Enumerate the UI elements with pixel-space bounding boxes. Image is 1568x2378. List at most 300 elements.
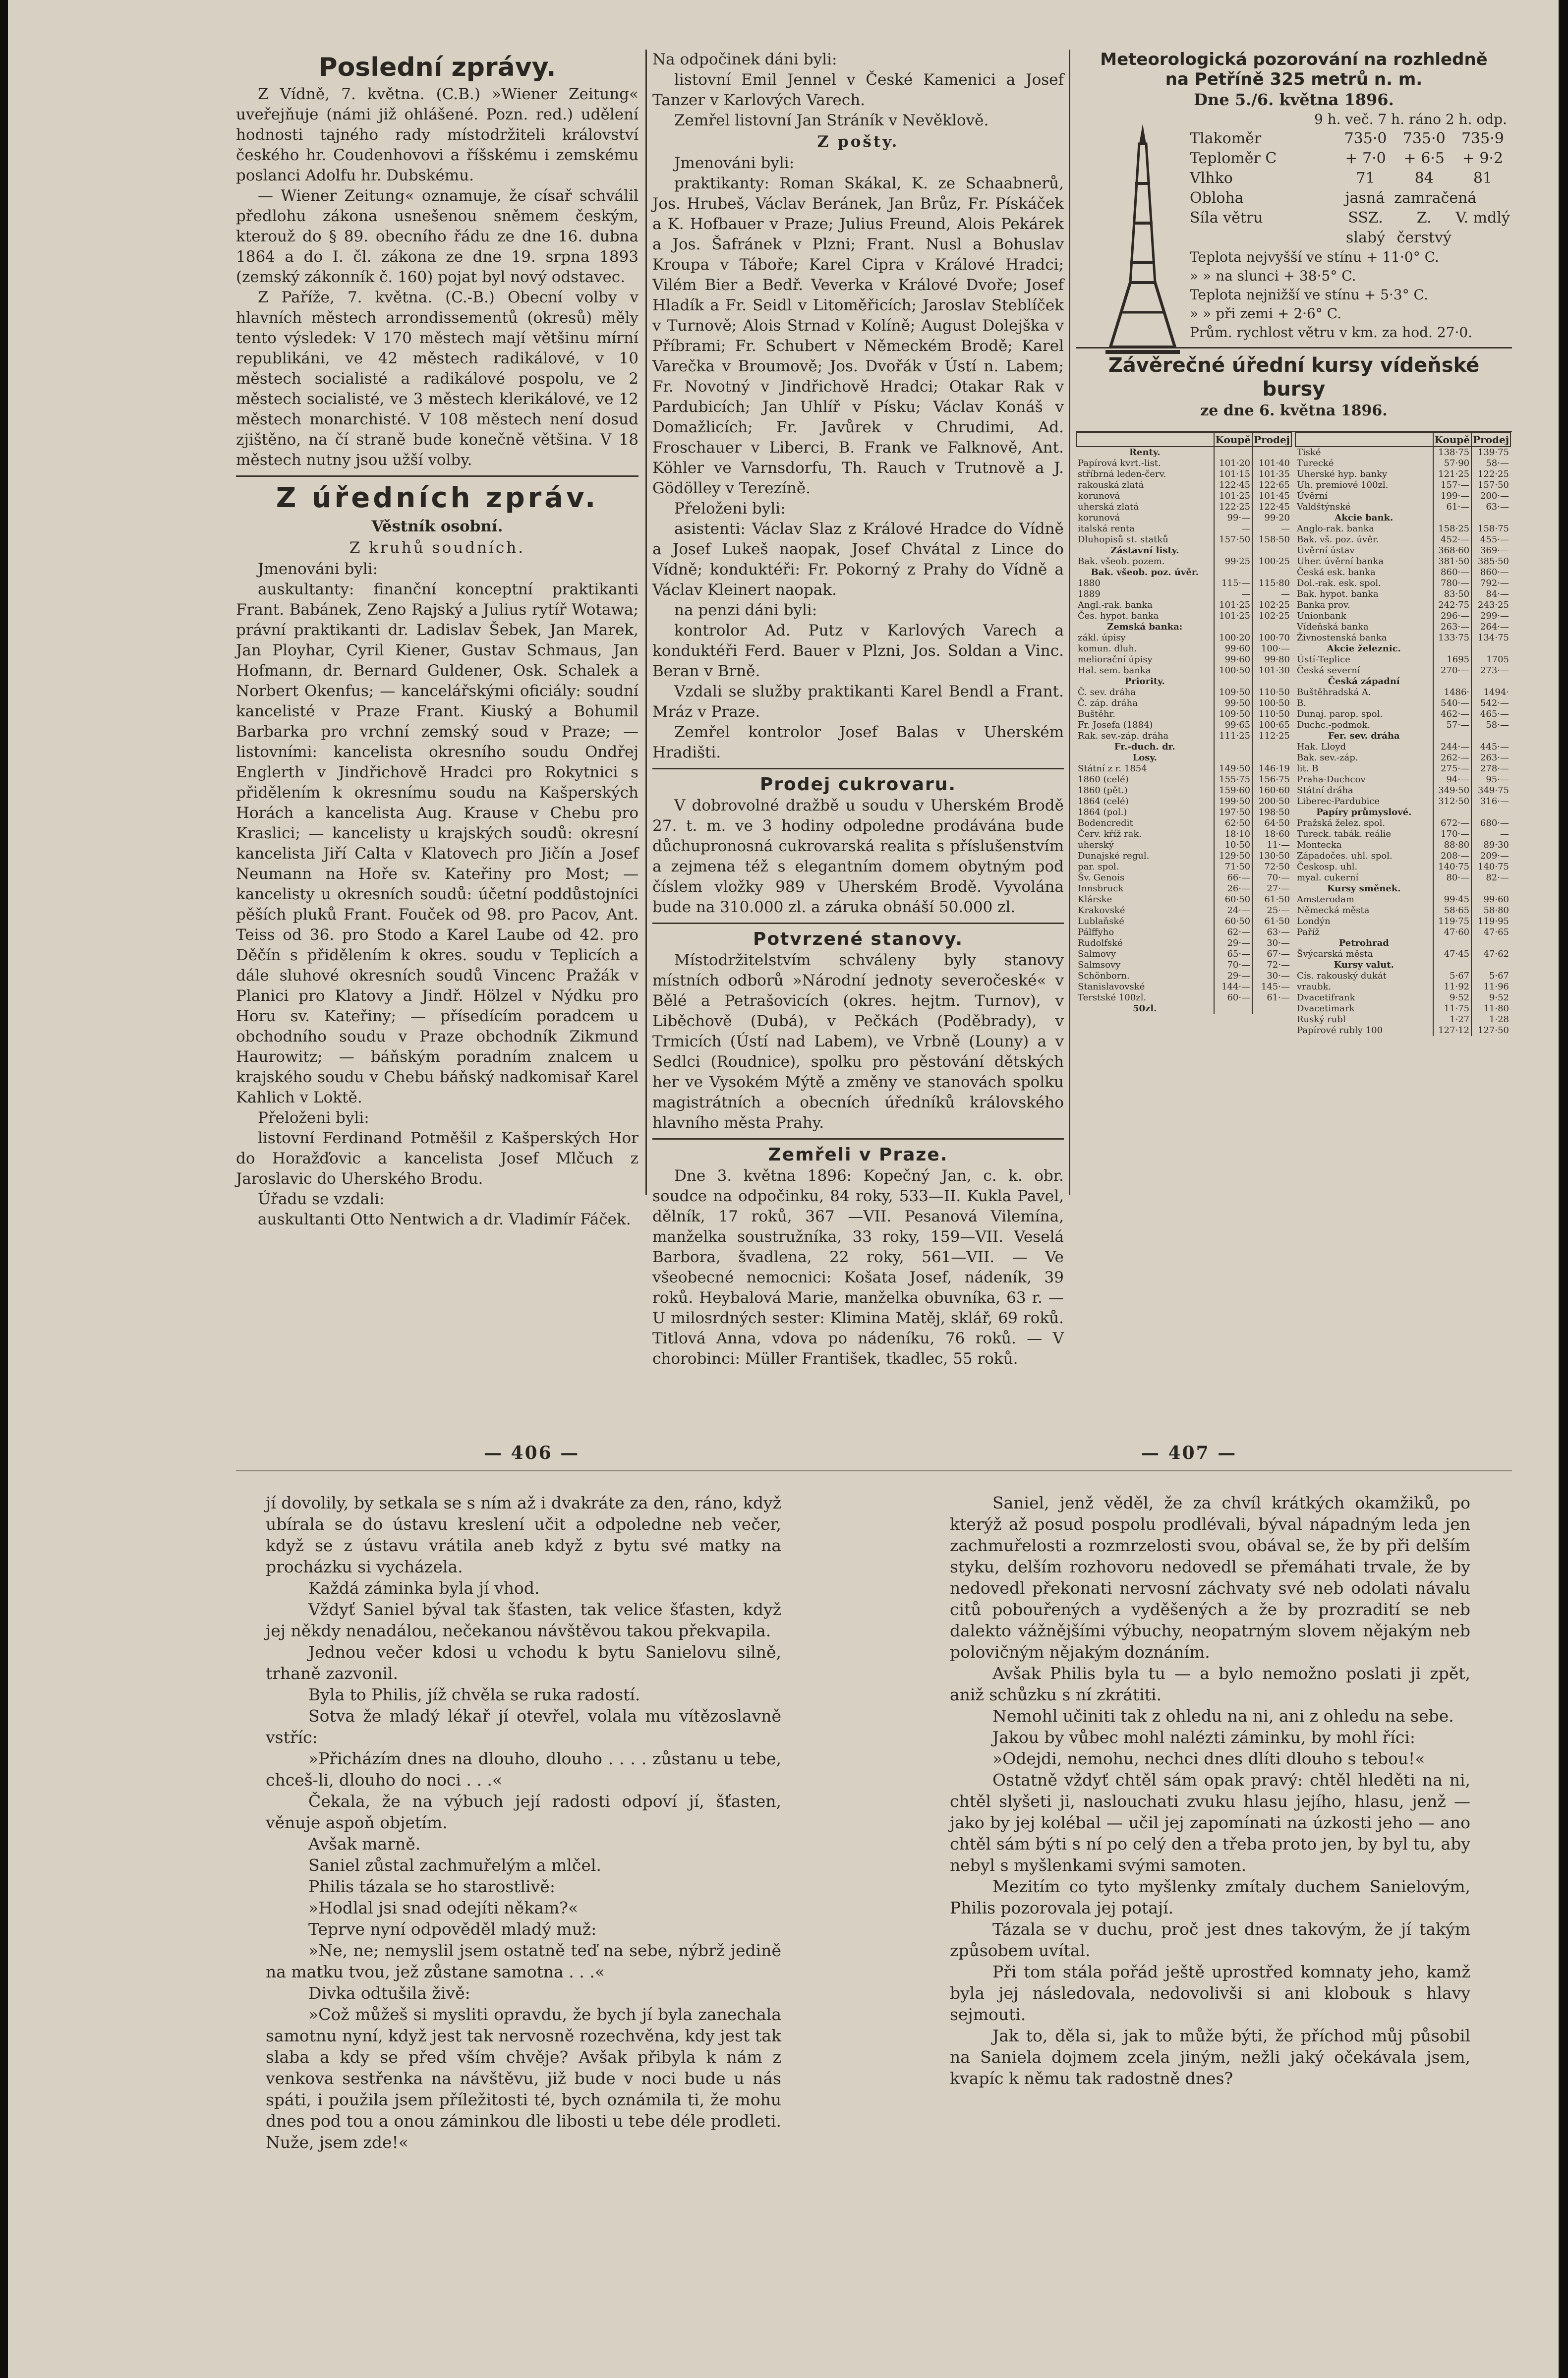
page-number-left: — 406 — <box>484 1443 580 1463</box>
buy-price: 111·25 <box>1214 731 1253 742</box>
security-name: Živnostenská banka <box>1297 633 1387 643</box>
paragraph: Jakou by vůbec mohl nalézti záminku, by mohl říci: <box>992 1728 1416 1747</box>
security-name: Amsterodam <box>1297 894 1354 905</box>
security-name: Turecké <box>1297 458 1334 468</box>
sell-price: 100·70 <box>1252 633 1291 643</box>
table-row <box>1076 523 1291 534</box>
buy-price: 99·— <box>1214 513 1253 523</box>
sell-price: 64·50 <box>1252 818 1291 829</box>
security-name: komun. dluh. <box>1078 643 1137 654</box>
security-name: Buštěhradská A. <box>1297 687 1371 697</box>
sell-price: 102·25 <box>1252 600 1291 611</box>
paragraph: Čekala, že na výbuch její radosti odpoví jí, šťasten, věnuje aspoň objetím. <box>266 1792 781 1832</box>
sell-price: 30·— <box>1252 971 1291 982</box>
buy-price: 5·67 <box>1433 971 1472 982</box>
sell-price: 25·— <box>1252 905 1291 916</box>
sell-price: 100·65 <box>1252 720 1291 731</box>
divider <box>652 768 1064 769</box>
sell-price <box>1471 643 1510 654</box>
sell-price: 61·50 <box>1252 916 1291 927</box>
buy-price <box>1214 676 1253 687</box>
sell-price: 139·75 <box>1471 447 1510 458</box>
paragraph: kontrolor Ad. Putz v Karlových Varech a konduktéři Ferd. Bauer v Plzni, Jos. Soldan a Vinc. Beran v Brně. <box>652 622 1064 680</box>
table-row <box>1076 534 1291 545</box>
table-row <box>1076 938 1291 949</box>
buy-price <box>1433 643 1472 654</box>
table-row <box>1295 851 1510 862</box>
security-name: Česká západní <box>1328 676 1400 687</box>
security-name: 1864 (pol.) <box>1078 807 1127 817</box>
sell-price: 27·— <box>1252 883 1291 894</box>
exchange-date: ze dne 6. května 1896. <box>1200 402 1388 419</box>
table-row <box>1076 883 1291 894</box>
buy-price <box>1433 883 1472 894</box>
buy-price: 199·50 <box>1214 796 1253 807</box>
sell-price: 11·— <box>1252 840 1291 851</box>
sell-price: 792·— <box>1471 578 1510 589</box>
exchange-rows-left <box>1076 447 1291 1014</box>
sell-price <box>1252 567 1291 578</box>
buy-price: 672·— <box>1433 818 1472 829</box>
security-name: Petrohrad <box>1338 938 1389 948</box>
paragraph: Úřadu se vzdali: <box>258 1190 385 1208</box>
table-row <box>1295 763 1510 774</box>
table-row <box>1295 785 1510 796</box>
security-name: Losy. <box>1132 753 1158 763</box>
weather-line: Teplota nejvyšší ve stínu + 11·0° C. <box>1190 249 1439 265</box>
buy-price: 262·— <box>1433 753 1472 763</box>
sell-price: 200·— <box>1471 491 1510 502</box>
weather-label: Vlhko <box>1190 170 1233 187</box>
buy-price: 170·— <box>1433 829 1472 840</box>
sell-price: 58·80 <box>1471 905 1510 916</box>
divider <box>236 475 639 477</box>
sell-price: 102·25 <box>1252 611 1291 622</box>
sell-price <box>1252 753 1291 763</box>
security-name: Duchc.-podmok. <box>1297 720 1370 730</box>
buy-price: 80·— <box>1433 872 1472 883</box>
security-name: Bak. hypot. banka <box>1297 589 1379 599</box>
security-name: Německá města <box>1297 905 1370 916</box>
security-name: Priority. <box>1124 676 1165 687</box>
security-name: Č. sev. dráha <box>1078 687 1136 697</box>
buy-price: 101·25 <box>1214 491 1253 502</box>
buy-price: 133·75 <box>1433 633 1472 643</box>
weather-value: 71 <box>1356 170 1375 187</box>
sell-price: 385·50 <box>1471 556 1510 567</box>
buy-price: 18·10 <box>1214 829 1253 840</box>
buy-price <box>1214 567 1253 578</box>
table-row <box>1295 589 1510 600</box>
security-name: Rak. sev.-záp. dráha <box>1078 731 1169 741</box>
sell-price: 145·— <box>1252 982 1291 992</box>
buy-price: 11·92 <box>1433 982 1472 992</box>
table-row <box>1076 851 1291 862</box>
security-name: Kursy valut. <box>1334 960 1394 970</box>
security-name: Uherské hyp. banky <box>1297 469 1388 479</box>
sell-price: 316·— <box>1471 796 1510 807</box>
table-row <box>1295 687 1510 698</box>
weather-line: Teplota nejnižší ve stínu + 5·3° C. <box>1190 287 1428 303</box>
table-row <box>1295 916 1510 927</box>
sell-price: 9·52 <box>1471 992 1510 1003</box>
paragraph: listovní Emil Jennel v České Kamenici a Josef Tanzer v Karlových Varech. <box>652 71 1064 109</box>
weather-value: + 6·5 <box>1403 150 1445 167</box>
sell-price: 140·75 <box>1471 862 1510 872</box>
weather-value: 735·9 <box>1461 130 1504 147</box>
paragraph: Philis tázala se ho starostlivě: <box>308 1877 555 1896</box>
table-row <box>1295 1025 1510 1036</box>
buy-price: 99·50 <box>1214 698 1253 709</box>
table-row <box>1295 502 1510 513</box>
buy-price: — <box>1214 523 1253 534</box>
table-row <box>1076 611 1291 622</box>
table-row <box>1076 600 1291 611</box>
petrin-tower-icon <box>1105 124 1180 357</box>
buy-price: 99·45 <box>1433 894 1472 905</box>
security-name: Cís. rakouský dukát <box>1297 971 1387 981</box>
security-name: Akcie bank. <box>1335 513 1394 523</box>
table-row <box>1076 469 1291 480</box>
paragraph: auskultanty: finanční konceptní praktikanti Frant. Babánek, Zeno Rajský a Julius rytíř Wotawa; právní praktikanti dr. Ladislav Šebek, Jan Marek, Jan Ployhar, Cyril Kiener, Gustav Schmaus, Jan Hofmann, dr. Bernard Guldener, Osk. Schalek a Norbert Okenfus; — kancelářskými oficiály: soudní kancelisté v Praze Frant. Kiuský a Bohumil Barbarka pro vrchní zemský soud v Praze; — listovními: kancelista okresního soudu Ondřej Englerth v Jindřichově Hradci pro Rokytnici s přidělením k okresnímu soudu na Kašperských Horách a kancelista Aug. Krause v Chebu pro Kraslici; — kancelisty u krajských soudů: okresní kancelista Jiří Calta v Klatovech pro Jičín a Josef Neumann na Hoře sv. Kateřiny pro Most; — kancelisty u okresních soudů: účetní poddůstojníci pěších pluků Frant. Fouček od 98. pro Pacov, Ant. Teiss od 36. pro Stodo a Karel Laube od 42. pro Děčín s přidělením k okres. soudu v Teplicích a dále sluhové okresních soudů Vincenc Pražák v Planici pro Klatovy a Jindř. Hölzel v Nýdku pro Horu sv. Kateřiny; — přísedícím poradcem u obchodního soudu v Praze obchodník Zikmund Haurowitz; — báňským poradním znalcem u krajského soudu v Chebu báňský nadkomisař Karel Kahlich v Loktě. <box>236 580 639 1106</box>
security-name: Bak. všeob. poz. úvěr. <box>1091 567 1199 578</box>
sell-price: 72·50 <box>1252 862 1291 872</box>
table-row <box>1076 905 1291 916</box>
paragraph: na penzi dáni byli: <box>674 601 817 619</box>
buy-price: 263·— <box>1433 622 1472 633</box>
paragraph: Divka odtušila živě: <box>308 1983 470 2003</box>
buy-price: 60·— <box>1214 992 1253 1003</box>
table-row <box>1295 709 1510 720</box>
security-name: Česká severní <box>1297 665 1360 676</box>
table-row <box>1076 502 1291 513</box>
buy-price: 71·50 <box>1214 862 1253 872</box>
buy-price: 60·50 <box>1214 916 1253 927</box>
sell-price: 63·— <box>1471 502 1510 513</box>
table-row <box>1076 709 1291 720</box>
sell-price: 860·— <box>1471 567 1510 578</box>
security-name: Dvacetifrank <box>1297 992 1355 1003</box>
security-name: Ústí-Teplice <box>1297 654 1350 665</box>
buy-price <box>1214 545 1253 556</box>
col-buy: Koupě <box>1214 433 1253 447</box>
table-row <box>1295 458 1510 469</box>
buy-price: 60·50 <box>1214 894 1253 905</box>
table-row <box>1295 633 1510 643</box>
book-page-left <box>266 1492 781 2335</box>
security-name: par. spol. <box>1078 862 1119 872</box>
table-row <box>1295 654 1510 665</box>
sell-price: 72·— <box>1252 960 1291 971</box>
paragraph: Jmenováni byli: <box>674 154 795 172</box>
buy-price: 121·25 <box>1433 469 1472 480</box>
security-name: Schönborn. <box>1078 971 1130 981</box>
table-row <box>1295 567 1510 578</box>
table-row <box>1076 578 1291 589</box>
scan-edge-right <box>1560 0 1568 2378</box>
security-name: 50zl. <box>1133 1003 1157 1014</box>
table-row <box>1295 491 1510 502</box>
weather-label: Síla větru <box>1190 209 1263 227</box>
table-row <box>1076 992 1291 1003</box>
security-name: Hak. Lloyd <box>1297 742 1346 752</box>
buy-price: 101·25 <box>1214 611 1253 622</box>
column-appointments <box>652 50 1064 1368</box>
security-name: Státní z r. 1854 <box>1078 763 1147 774</box>
security-name: Bak. všeob. pozem. <box>1078 556 1165 567</box>
sell-price: 101·40 <box>1252 458 1291 469</box>
table-row <box>1295 611 1510 622</box>
sell-price: — <box>1252 523 1291 534</box>
buy-price: 100·20 <box>1214 633 1253 643</box>
table-row <box>1076 742 1291 753</box>
sell-price: 349·75 <box>1471 785 1510 796</box>
paragraph: Z Vídně, 7. května. (C.B.) »Wiener Zeitung« uveřejňuje (námi již ohlášené. Pozn. red.) udělení hodnosti tajného rady místodržiteli království českého hr. Coudenhovovi a říšskému i zemskému poslanci Adolfu hr. Dubskému. <box>236 85 639 184</box>
table-row <box>1295 480 1510 491</box>
table-row <box>1295 578 1510 589</box>
table-row <box>1295 731 1510 742</box>
security-name: Papírová kvrt.-list. <box>1078 458 1161 468</box>
buy-price: 349·50 <box>1433 785 1472 796</box>
security-name: vraubk. <box>1297 982 1332 992</box>
table-row <box>1076 676 1291 687</box>
buy-price: 11·75 <box>1433 1003 1472 1014</box>
table-row <box>1076 840 1291 851</box>
buy-price: 860·— <box>1433 567 1472 578</box>
buy-price: 99·60 <box>1214 643 1253 654</box>
weather-label: Tlakoměr <box>1190 130 1262 147</box>
weather-label: Teploměr C <box>1190 150 1277 167</box>
buy-price: 296·— <box>1433 611 1472 622</box>
table-row <box>1295 534 1510 545</box>
paragraph: listovní Ferdinand Potměšil z Kašperských Hor do Horažďovic a kancelista Josef Mlčuch z Jaroslavic do Uherského Brodu. <box>236 1129 639 1188</box>
security-name: myal. cukerní <box>1297 872 1359 883</box>
security-name: Krakovské <box>1078 905 1125 916</box>
table-row <box>1076 872 1291 883</box>
security-name: Londýn <box>1297 916 1331 927</box>
weather-subtitle: na Petříně 325 metrů n. m. <box>1165 69 1423 89</box>
buy-price: 119·75 <box>1433 916 1472 927</box>
security-name: 1889 <box>1078 589 1101 599</box>
buy-price <box>1433 513 1472 523</box>
security-name: stříbrná leden-červ. <box>1078 469 1166 479</box>
paragraph: — Wiener Zeitung« oznamuje, že císař schválil předlohu zákona usnešenou sněmem českým, kterouž do § 89. obecního řádu ze dne 16. dubna 1864 a do I. čl. zákona ze dne 19. srpna 1893 (zemský zákonník č. 160) pojat byl nový odstavec. <box>236 187 639 286</box>
sell-price: 61·— <box>1252 992 1291 1003</box>
sell-price: 445·— <box>1471 742 1510 753</box>
table-row <box>1295 982 1510 992</box>
exchange-title: Závěrečné úřední kursy vídeňské bursy <box>1108 354 1480 401</box>
buy-price: 88·80 <box>1433 840 1472 851</box>
buy-price: 101·20 <box>1214 458 1253 469</box>
paragraph: asistenti: Václav Slaz z Králové Hradce do Vídně a Josef Lukeš naopak, Josef Chvátal z Lince do Vídně; konduktéři: Fr. Pokorný z Prahy do Vídně a Václav Kleinert naopak. <box>652 520 1064 599</box>
sell-price: 30·— <box>1252 938 1291 949</box>
table-row <box>1076 665 1291 676</box>
buy-price: 129·50 <box>1214 851 1253 862</box>
security-name: Uher. úvěrní banka <box>1297 556 1384 567</box>
buy-price: 270·— <box>1433 665 1472 676</box>
sell-price: 119·95 <box>1471 916 1510 927</box>
table-row <box>1076 1003 1291 1014</box>
buy-price: 65·— <box>1214 949 1253 960</box>
security-name: Českosp. uhl. <box>1297 862 1358 872</box>
security-name: Akcie železnic. <box>1327 643 1401 654</box>
buy-price: 780·— <box>1433 578 1472 589</box>
sell-price: — <box>1252 589 1291 600</box>
paragraph: Přeloženi byli: <box>258 1109 369 1127</box>
security-name: Fr.-duch. dr. <box>1114 742 1175 752</box>
column-latest-news <box>236 50 639 1228</box>
buy-price: 99·60 <box>1214 654 1253 665</box>
security-name: Valdštýnské <box>1297 502 1351 512</box>
buy-price: 140·75 <box>1433 862 1472 872</box>
table-row <box>1076 807 1291 818</box>
table-row <box>1076 480 1291 491</box>
security-name: Vídeňská banka <box>1297 622 1369 632</box>
security-name: Terstské 100zl. <box>1078 992 1147 1003</box>
security-name: Papíry průmyslové. <box>1316 807 1412 817</box>
table-row <box>1076 796 1291 807</box>
buy-price: 101·15 <box>1214 469 1253 480</box>
security-name: Hal. sem. banka <box>1078 665 1151 676</box>
heading-official-news: Z úředních zpráv. <box>276 482 599 514</box>
sell-price: 680·— <box>1471 818 1510 829</box>
sell-price: 1705 <box>1471 654 1510 665</box>
weather-value: 735·0 <box>1344 130 1387 147</box>
sell-price: 100·— <box>1252 643 1291 654</box>
table-row <box>1076 785 1291 796</box>
sell-price: 156·75 <box>1252 774 1291 785</box>
paragraph: Jak to, děla si, jak to může býti, že příchod můj působil na Saniela dojmem zcela jiným, nežli jaký očekávala jsem, kvapíc k němu tak radostně dnes? <box>950 2026 1470 2088</box>
security-name: Rudolfské <box>1078 938 1123 948</box>
sell-price: 63·— <box>1252 927 1291 938</box>
security-name: 1860 (celé) <box>1078 774 1129 785</box>
paragraph: Avšak Philis byla tu — a bylo nemožno poslati ji zpět, aniž schůzku s ní zkrátiti. <box>950 1664 1470 1704</box>
paragraph: Saniel zůstal zachmuřelým a mlčel. <box>308 1856 601 1875</box>
weather-value: SSZ. slabý <box>1346 209 1386 246</box>
security-name: lit. B <box>1297 763 1319 774</box>
paragraph: Vždyť Saniel býval tak šťasten, tak velice šťasten, když jej někdy nenadálou, nečekanou návštěvou takou překvapila. <box>266 1600 781 1640</box>
buy-price <box>1433 676 1472 687</box>
security-name: Dunajské regul. <box>1078 851 1150 861</box>
table-row <box>1295 774 1510 785</box>
security-name: Západočes. uhl. spol. <box>1297 851 1393 861</box>
sell-price <box>1252 545 1291 556</box>
sell-price <box>1252 622 1291 633</box>
buy-price <box>1214 1003 1253 1014</box>
security-name: 1880 <box>1078 578 1101 588</box>
table-row <box>1076 698 1291 709</box>
buy-price: 62·— <box>1214 927 1253 938</box>
buy-price: 540·— <box>1433 698 1472 709</box>
weather-value: 84 <box>1414 170 1434 187</box>
table-row <box>1295 742 1510 753</box>
security-name: korunová <box>1078 491 1120 501</box>
table-row <box>1076 633 1291 643</box>
buy-price <box>1214 753 1253 763</box>
buy-price <box>1433 807 1472 818</box>
security-name: Stanislavovské <box>1078 982 1145 992</box>
security-name: italská renta <box>1078 523 1135 534</box>
buy-price: 158·25 <box>1433 523 1472 534</box>
sell-price <box>1252 742 1291 753</box>
sell-price: 100·50 <box>1252 698 1291 709</box>
weather-row <box>1190 129 1512 149</box>
table-row <box>1295 971 1510 982</box>
buy-price: 47·60 <box>1433 927 1472 938</box>
security-name: Salmovy <box>1078 949 1116 959</box>
buy-price <box>1214 447 1253 458</box>
paragraph: Na odpočinek dáni byli: <box>652 51 837 68</box>
column-divider <box>645 50 647 1195</box>
sell-price: 160·60 <box>1252 785 1291 796</box>
table-row <box>1295 960 1510 971</box>
sell-price: 5·67 <box>1471 971 1510 982</box>
table-row <box>1295 840 1510 851</box>
sell-price <box>1252 1003 1291 1014</box>
weather-value: 81 <box>1473 170 1493 187</box>
sell-price: 157·50 <box>1471 480 1510 491</box>
buy-price: 462·— <box>1433 709 1472 720</box>
table-row <box>1295 894 1510 905</box>
security-name: Šv. Genois <box>1078 872 1125 883</box>
paragraph: Mezitím co tyto myšlenky zmítaly duchem Sanielovým, Philis pozorovala jej potají. <box>950 1877 1470 1917</box>
table-row <box>1295 938 1510 949</box>
table-row <box>1295 447 1510 458</box>
buy-price: 29·— <box>1214 971 1253 982</box>
table-row <box>1295 883 1510 894</box>
security-name: Fer. sev. dráha <box>1328 731 1400 741</box>
newspaper-page <box>8 0 1559 2378</box>
buy-price: 109·50 <box>1214 709 1253 720</box>
page-number-right: — 407 — <box>1141 1443 1237 1463</box>
paragraph: Avšak marně. <box>308 1834 421 1854</box>
sell-price: — <box>1471 829 1510 840</box>
table-row <box>1076 763 1291 774</box>
sell-price: 542·— <box>1471 698 1510 709</box>
sell-price: 198·50 <box>1252 807 1291 818</box>
exchange-rows-right <box>1295 447 1510 1036</box>
buy-price: 312·50 <box>1433 796 1472 807</box>
table-row <box>1076 894 1291 905</box>
paragraph: jí dovolily, by setkala se s ním až i dvakráte za den, ráno, když ubírala se do ústavu kreslení učit a odpoledne neb večer, když se z ústavu vrátila aneb když z bytu své matky na procházku si vycházela. <box>266 1493 781 1576</box>
weather-rows <box>1190 129 1512 248</box>
table-row <box>1295 872 1510 883</box>
table-row <box>1295 1014 1510 1025</box>
security-name: Angl.-rak. banka <box>1078 600 1153 610</box>
buy-price: 115·— <box>1214 578 1253 589</box>
security-name: Zemská banka: <box>1107 622 1183 632</box>
weather-value: + 7·0 <box>1345 150 1386 167</box>
sell-price <box>1252 447 1291 458</box>
table-row <box>1295 622 1510 633</box>
security-name: Bak. vš. poz. úvěr. <box>1297 534 1379 545</box>
buy-price: 275·— <box>1433 763 1472 774</box>
heading-deaths: Zemřeli v Praze. <box>768 1145 948 1165</box>
sell-price: 455·— <box>1471 534 1510 545</box>
buy-price: 452·— <box>1433 534 1472 545</box>
buy-price: 199·— <box>1433 491 1472 502</box>
table-row <box>1295 545 1510 556</box>
weather-line: » » při zemi + 2·6° C. <box>1190 305 1342 322</box>
table-row <box>1295 796 1510 807</box>
buy-price: — <box>1214 589 1253 600</box>
table-row <box>1295 600 1510 611</box>
buy-price: 100·50 <box>1214 665 1253 676</box>
sell-price: 243·25 <box>1471 600 1510 611</box>
buy-price: 57·— <box>1433 720 1472 731</box>
weather-value: V. mdlý <box>1455 209 1510 227</box>
sell-price: 99·20 <box>1252 513 1291 523</box>
